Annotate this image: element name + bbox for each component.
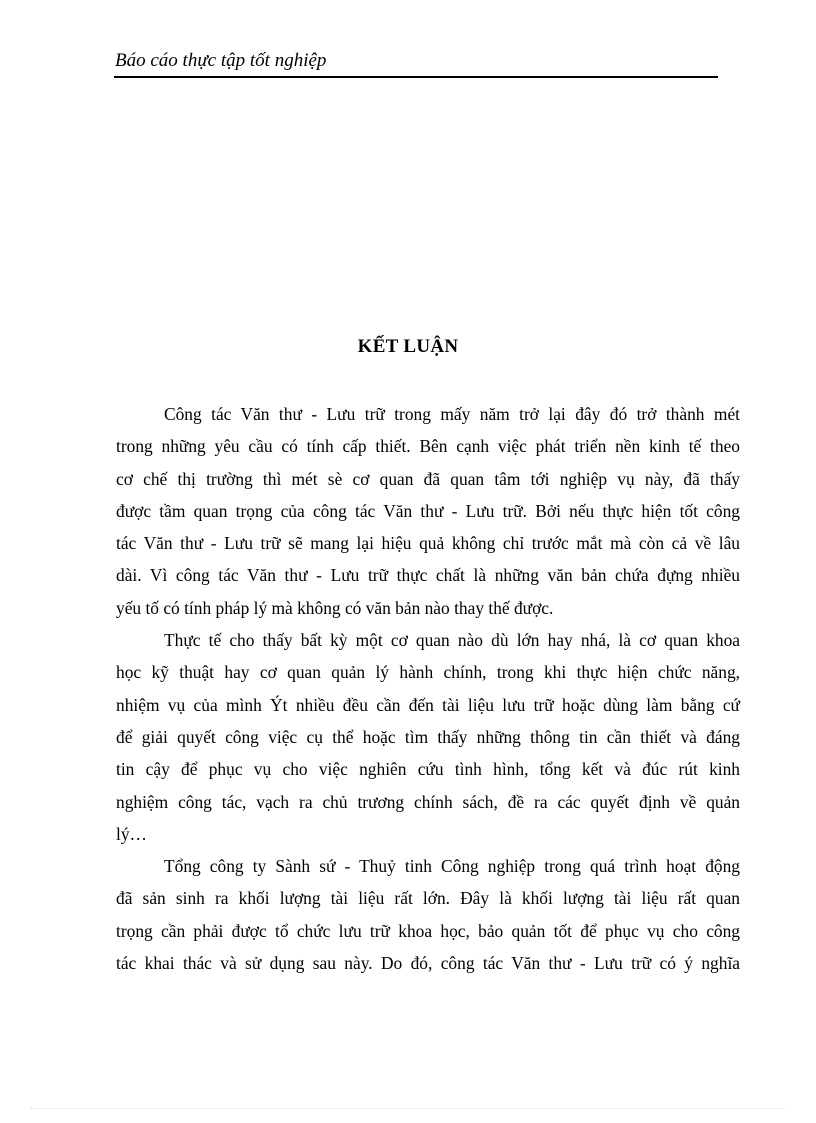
paragraph-line: đã sản sinh ra khối lượng tài liệu rất lớn. Đây là khối lượng tài liệu rất quan xyxy=(116,888,740,909)
paragraph-line: tác khai thác và sử dụng sau này. Do đó, công tác Văn thư - Lưu trữ có ý nghĩa xyxy=(116,953,740,974)
paragraph-line: trong những yêu cầu có tính cấp thiết. Bên cạnh việc phát triển nền kinh tế theo xyxy=(116,436,740,457)
paragraph-line: tin cậy để phục vụ cho việc nghiên cứu tình hình, tổng kết và đúc rút kinh xyxy=(116,759,740,780)
paragraph-line: học kỹ thuật hay cơ quan quản lý hành chính, trong khi thực hiện chức năng, xyxy=(116,662,740,683)
page-header xyxy=(114,48,718,78)
paragraph-line: cơ chế thị trường thì mét sè cơ quan đã quan tâm tới nghiệp vụ này, đã thấy xyxy=(116,468,740,489)
paragraph-line: nhiệm vụ của mình Ýt nhiều đều cần đến tài liệu lưu trữ hoặc dùng làm bằng cứ xyxy=(116,694,740,715)
paragraph-line: trọng cần phải được tổ chức lưu trữ khoa học, bảo quản tốt để phục vụ cho công xyxy=(116,920,740,941)
paragraph-line: Công tác Văn thư - Lưu trữ trong mấy năm trở lại đây đó trở thành mét xyxy=(164,404,740,424)
paragraph-line: dài. Vì công tác Văn thư - Lưu trữ thực chất là những văn bản chứa đựng nhiều xyxy=(116,565,740,586)
paragraph-line: Thực tế cho thấy bất kỳ một cơ quan nào dù lớn hay nhá, là cơ quan khoa xyxy=(164,630,740,651)
paragraph-line: lý… xyxy=(116,823,147,844)
paragraph-line: nghiệm công tác, vạch ra chủ trương chính sách, đề ra các quyết định về quản xyxy=(116,791,740,812)
paragraph-line: được tầm quan trọng của công tác Văn thư - Lưu trữ. Bởi nếu thực hiện tốt công xyxy=(116,500,740,521)
paragraph-line: yếu tố có tính pháp lý mà không có văn bản nào thay thế được. xyxy=(116,597,554,618)
paragraph-line: để giải quyết công việc cụ thể hoặc tìm thấy những thông tin cần thiết và đáng xyxy=(116,726,740,747)
body-text xyxy=(116,398,740,979)
paragraph-line: tác Văn thư - Lưu trữ sẽ mang lại hiệu quả không chỉ trước mắt mà còn cả về lâu xyxy=(116,533,740,554)
header-title: Báo cáo thực tập tốt nghiệp xyxy=(115,50,327,71)
page-bottom-divider xyxy=(30,1108,786,1109)
paragraph-line: Tổng công ty Sành sứ - Thuỷ tinh Công nghiệp trong quá trình hoạt động xyxy=(164,856,740,877)
section-title: KẾT LUẬN xyxy=(357,336,459,357)
